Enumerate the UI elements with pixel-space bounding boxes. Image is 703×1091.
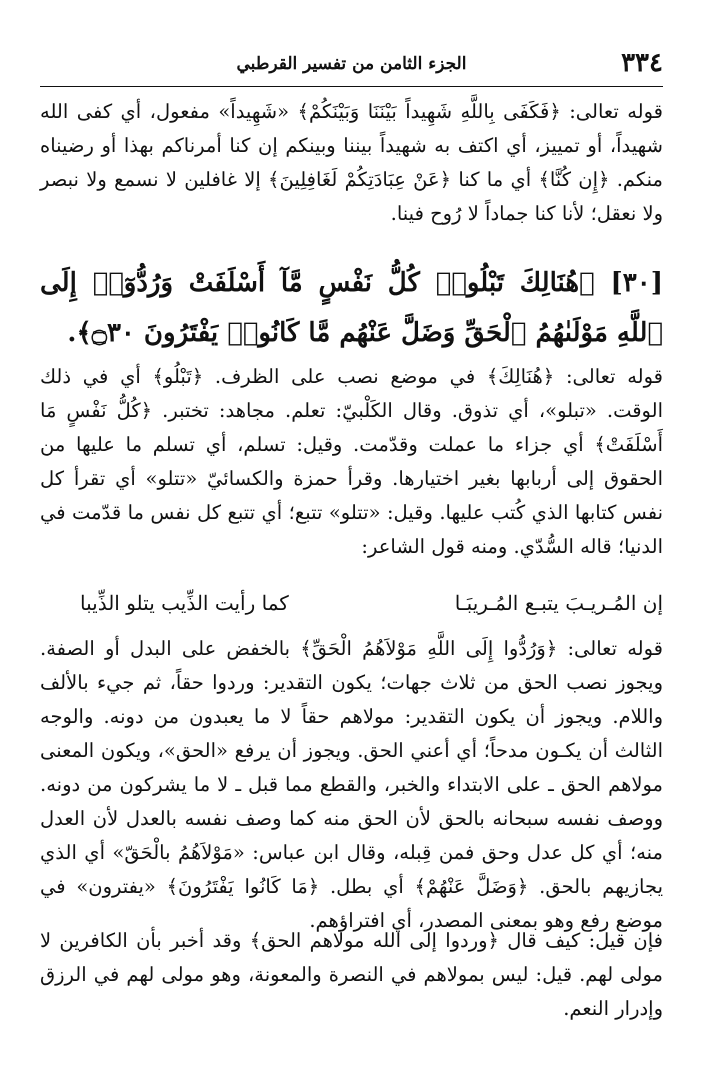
paragraph-commentary-4: فإن قيل: كيف قال ﴿وردوا إلى الله مولاهم الحق﴾ وقد أخبر بأن الكافرين لا مولى لهم. قيل: ليس بمولاهم في النصرة والمعونة، وهو مولى لهم في الرزق وإدرار النعم.: [40, 929, 663, 1020]
running-title: الجزء الثامن من تفسير القرطبي: [236, 54, 467, 74]
paragraph-commentary-1: قوله تعالى: ﴿فَكَفَى بِاللَّهِ شَهِيداً بَيْنَنَا وَبَيْنَكُمْ﴾ «شَهِيداً» مفعول، أي كفى الله شهيداً، أو تمييز، أي اكتف به شهيداً بيننا وبينكم إن كنا أمرناكم بهذا أو رضيناه منكم. ﴿إِن كُنَّا﴾ أي ما كنا ﴿عَنْ عِبَادَتِكُمْ لَغَافِلِينَ﴾ إلا غافلين لا نسمع ولا نبصر ولا نعقل؛ لأنا كنا جماداً لا رُوح فينا.: [40, 100, 663, 225]
page-header: [40, 44, 663, 90]
quran-verse-block: [40, 258, 663, 358]
paragraph-commentary-2: قوله تعالى: ﴿هُنَالِكَ﴾ في موضع نصب على الظرف. ﴿تَبْلُو﴾ أي في ذلك الوقت. «تبلو»، أي تذوق. وقال الكَلْبيّ: تعلم. مجاهد: تختبر. ﴿كُلُّ نَفْسٍ مَا أَسْلَفَتْ﴾ أي جزاء ما عملت وقدّمت. وقيل: تسلم، أي تسلم ما عليها من الحقوق إلى أربابها بغير اختيارها. وقرأ حمزة والكسائيّ «تتلو» أي تقرأ كل نفس كتابها الذي كُتب عليها. وقيل: «تتلو» تتبع؛ أي تتبع كل نفس ما قدّمت في الدنيا؛ قاله السُّدّي. ومنه قول الشاعر:: [40, 365, 663, 558]
header-divider: [40, 86, 663, 87]
verse-number: [٣٠]: [610, 268, 663, 298]
poem-first-hemistich: إن المُـريـبَ يتبـع المُـريبَـا: [454, 591, 663, 615]
poem-verse: [40, 586, 663, 620]
page-number: ٣٣٤: [621, 48, 663, 78]
paragraph-commentary-3: قوله تعالى: ﴿وَرُدُّوا إِلَى اللَّهِ مَوْلاَهُمُ الْحَقِّ﴾ بالخفض على البدل أو الصفة. ويجوز نصب الحق من ثلاث جهات؛ يكون التقدير: وردوا حقاً، ثم جيء بالألف واللام. ويجوز أن يكون التقدير: مولاهم حقاً لا ما يعبدون من دونه. والوجه الثالث أن يكـون مدحاً؛ أي أعني الحق. ويجوز أن يرفع «الحق»، ويكون المعنى مولاهم الحق ـ على الابتداء والخبر، والقطع مما قبل ـ لا ما يشركون من دونه. ووصف نفسه سبحانه بالحق لأن الحق منه كما وصف نفسه بالعدل لأن العدل منه؛ أي كل عدل وحق فمن قِبله، وقال ابن عباس: «مَوْلاَهُمُ بالْحَقّ» أي الذي يجازيهم بالحق. ﴿وَضَلَّ عَنْهُمْ﴾ أي بطل. ﴿مَا كَانُوا يَفْتَرُونَ﴾ «يفترون» في موضع رفع وهو بمعنى المصدر، أي افتراؤهم.: [40, 637, 663, 932]
poem-second-hemistich: كما رأيت الذِّيب يتلو الذِّيبا: [80, 591, 289, 615]
quran-verse-text: ﴿هُنَالِكَ تَبْلُوا۟ كُلُّ نَفْسٍ مَّآ أَسْلَفَتْ وَرُدُّوٓا۟ إِلَى ٱللَّهِ مَوْلَىٰهُمُ ٱلْحَقِّ وَضَلَّ عَنْهُم مَّا كَانُوا۟ يَفْتَرُونَ ۝٣٠﴾.: [40, 268, 663, 348]
